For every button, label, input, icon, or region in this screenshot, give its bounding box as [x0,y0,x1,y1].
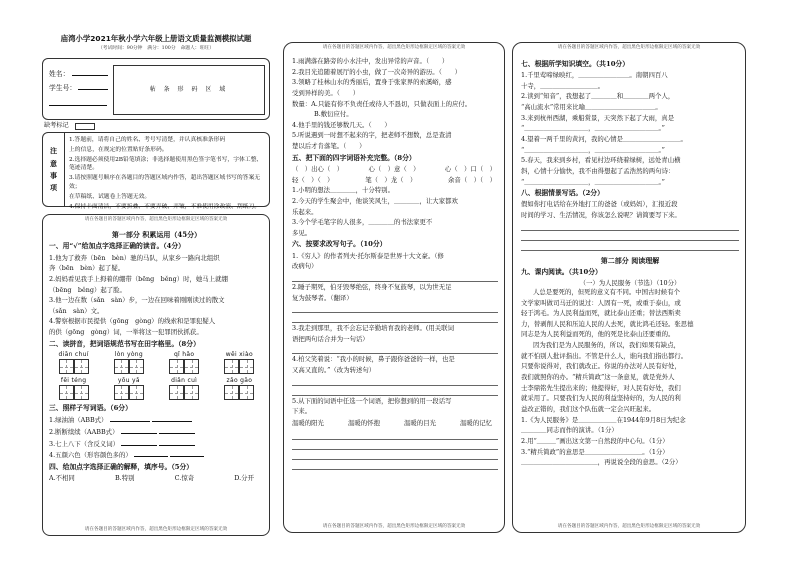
name-field[interactable] [72,69,108,76]
fill-row: （ ）出心（ ） 心（ ）意（ ） 心（ ）口（ ） [292,164,496,173]
answer-line[interactable] [521,232,739,241]
choice-b: B.特别 [114,474,135,482]
tianzige-box[interactable] [239,359,254,374]
tianzige-box[interactable] [74,359,89,374]
answer-sheet-column-1 [38,34,274,540]
q1-line: 的供（gōng gòng）词，一举将这一犯罪团伙抓获。 [49,328,203,337]
q1-line: （bēng běng）起了脸。 [49,285,126,294]
reading-line: 同志是为人民利益而死的，他的死是比泰山还要重的。 [521,330,675,339]
reading-line: 我们就照你的办。“精兵简政”这一条意见，就是党外人 [521,373,675,382]
sentence-line: 1.雨满落在路旁的小水洼中，发出异常的声音。（ ） [292,57,449,65]
q1-title: 一、用“√”给加点字选择正确的读音。（4分） [49,242,185,251]
choice-d: D.分开 [234,474,254,482]
notice-box [42,132,270,210]
pinyin-grid [49,351,264,400]
q8-line: 时间的学习、生活情况，你该怎么说呢？请简要写下来。 [521,211,681,220]
exam-meta: （考试时间：90分钟 满分：100分 命题人：旺旺） [98,45,214,51]
sentence-line: 数量：A.只能有你不负责任或待人不恳切，只做表面上的应付。 [292,99,472,108]
reading-line: 就采用了。只要我们为人民的利益坚持好的，为人民的利 [521,394,681,403]
answer-sheet-column-3 [512,42,746,533]
q7-line: “高山流水”常用来比喻＿＿＿＿＿＿＿＿＿＿＿。 [521,103,662,112]
pinyin-item: fēi téng [49,377,98,400]
q3-title: 三、照样子写词语。（6分） [49,404,132,413]
q8-title: 八、根据情景写话。（2分） [521,189,604,198]
pinyin-item: diǎn cuì [160,377,209,400]
q7-title: 七、根据所学知识填空。（共10分） [521,60,630,68]
answer-blank[interactable] [159,427,195,434]
sentence-line: 3.领略了桂林山水的秀丽后，置身于张家界的索溪峪，感 [292,78,452,87]
answer-blank[interactable] [110,415,150,422]
barcode-area [113,65,265,115]
answer-line[interactable] [521,222,739,231]
q6-title: 六、按要求改写句子。（10分） [292,240,387,249]
pinyin-item: qǐ hǎo [160,351,209,374]
part2-title: 第二部分 阅读理解 [600,255,660,265]
q7-line: 3.来到杭州西湖，乘船赏景，天突然下起了大雨，真是 [521,113,675,122]
area-banner-top: 请在各题目的答题区域内作答，超出黑色矩形边框限定区域的答案无效 [322,45,466,50]
reading-line: 士李鼎铭先生提出来的；他提得好，对人民有好处，我们 [521,383,681,392]
answer-line[interactable] [292,451,498,460]
q1-line: 4.警察根据市民提供（gōng gòng）的线索和是罪犯疑人 [49,317,216,326]
answer-line[interactable] [292,314,498,323]
sentence-line: 2.我目光追随着展厅的小虫，做了一次奇异的游历。（ ） [292,67,462,76]
q7-line: 4.望着一两千里的黄河，我的心情是＿＿＿＿＿＿＿＿＿。 [521,135,687,144]
q7-line: “＿＿＿＿＿＿＿＿＿＿，＿＿＿＿＿＿＿＿＿＿。” [521,124,665,133]
q7-line: “＿＿＿＿＿＿＿＿＿＿，＿＿＿＿＿＿＿＿＿＿。” [521,145,665,154]
q7-line: 1.千里莺啼绿映红，＿＿＿＿＿＿＿＿。南朝四百八 [521,71,668,80]
fill-line: 1.小明的想法＿＿＿＿，十分特别。 [292,186,394,195]
tianzige-box[interactable] [239,385,254,400]
reading-line: 就不怕别人批评指出。不管是什么人，谁向我们指出都行。 [521,351,688,360]
answer-line[interactable] [292,304,498,313]
warm-words-row [292,419,498,428]
q6-line: 3.我走到那里，我不会忘记辛勤培育我的老师。(用关联词 [292,324,454,333]
answer-blank[interactable] [121,427,157,434]
answer-line[interactable] [521,242,739,251]
name-label: 姓名： [49,70,70,78]
notice-body: 1.答题前，请将自己的姓名、考号写清楚，并认真核准条形码 上的信息，在规定的位置贴好条形码。 2.选择题必须使用2B铅笔填涂；非选择题使用黑色签字笔书写，字体工整、笔迹清楚。 3.请按照题号顺序在各题目的答题区域内作答，超出答题区域书写的答案无效； 在草稿纸、试题卷上答题无效。 4.保持卡面清洁，不要折叠、不要弄破、弄皱，不准使用涂改液、刮纸刀。 [69,137,263,210]
sentence-line: 5.听说遇到一时想不起来的字，把老师不想数，总是查清 [292,131,452,140]
area-banner-top: 请在各题目的答题区域内作答，超出黑色矩形边框限定区域的答案无效 [84,217,228,222]
fill-line: 乐起来。 [292,207,318,216]
pinyin-item: diān chuí [49,351,98,374]
warm-word: 温暖的目光 [404,419,436,427]
answer-line[interactable] [292,461,498,470]
choice-a: A.不相同 [49,474,75,482]
q6-line: 改病句） [292,262,318,271]
q2-title: 二、读拼音，把词语规范书写在田字格里。（8分） [49,339,200,348]
answer-line[interactable] [292,441,498,450]
tianzige-box[interactable] [114,359,129,374]
area-banner-bottom: 请在各题目的答题区域内作答，超出黑色矩形边框限定区域的答案无效 [84,526,228,532]
barcode-label: 帖 条 形 码 区 域 [149,85,229,93]
q1-line: 1.他为了救奔（bēn bèn）驰的马队，从家乡一路向北组织 [49,253,220,262]
q6-line: 4.柏父笑着说：“我小的时候，鼻子跟你爸爸的一样，也是 [292,355,455,364]
reading-line: 力，替剥削人民和压迫人民的人去死，就比鸿毛还轻。张思德 [521,319,694,328]
q7-line: 斜，心情十分愉快，我不由得想起了孟浩然的两句诗： [521,166,675,175]
fill-line: 3.今个学毛笔字的人很多，＿＿＿＿的书法家更不 [292,218,433,227]
part1-title: 第一部分 积累运用（45分） [111,230,202,239]
pinyin-item: lòn yòng [104,351,153,374]
answer-line[interactable] [292,345,498,354]
pinyin-item: yōu yǎ [104,377,153,400]
q3-line: 3.七上八下（含反义词） [49,439,120,448]
q3-line: 2.断断续续（AABB式） [49,427,119,436]
pinyin-item: zǎo gāo [215,377,264,400]
question-line: 1.《为人民服务》是＿＿＿＿＿＿在1944年9月8日为纪念 [521,415,686,424]
choice-c: C.惊奇 [174,474,195,482]
warm-word: 温暖的记忆 [460,419,492,427]
q6-line: 1.《穷人》的作者列夫·托尔斯泰是世界十大文豪。（修 [292,251,444,260]
tianzige-box[interactable] [169,385,184,400]
reading-line: 只要你说得对，我们就改正。你说的办法对人民有好处， [521,362,681,371]
question-line: 2.用“＿＿＿”画出这文第一自然段的中心句。（1分） [521,436,669,445]
reading-line: 因为我们是为人民服务的，所以，我们如果有缺点， [533,341,680,350]
tianzige-box[interactable] [59,385,74,400]
tianzige-box[interactable] [74,385,89,400]
sentence-line: 楚以后才肯落笔。（ ） [292,142,366,151]
missing-exam-checkbox[interactable] [75,123,95,130]
answer-blank[interactable] [159,439,195,446]
q4-title: 四、给加点字选择正确的解释，填序号。（5分） [49,462,194,471]
q4-choices [49,474,264,483]
reading-title: （一）为人民服务（节选）（10分） [579,279,681,288]
area-banner-bottom: 请在各题目的答题区域内作答，超出黑色矩形边框限定区域的答案无效 [557,523,701,529]
sentence-line: 4.他手里的钱还够数几天。（ ） [292,120,391,129]
reading-line: 文学家叫做司马迁的说过：人固有一死，或重于泰山，或 [521,298,681,307]
notice-title: 注 意 事 项 [43,133,65,206]
extra-field[interactable] [49,99,107,106]
q6-line: 复为鼓琴者。（翻译） [292,293,353,302]
warm-word: 温暖的怀抱 [348,419,380,427]
answer-blank[interactable] [134,450,168,457]
fill-row: 轻（ ）（ ） 笔（ ）龙（ ） 余音（ ）（ ） [292,175,496,184]
q6-line: 下来。 [292,407,312,416]
q9-title: 九、课内阅读。（共10分） [521,268,602,277]
q1-line: （sǎn sàn）文。 [49,306,104,315]
tianzige-box[interactable] [169,359,184,374]
q5-title: 五、把下面的四字词语补充完整。（8分） [292,153,416,162]
q1-line: 奔（bēn bèn）起了疑。 [49,264,125,273]
exam-title: 庙湾小学2021年秋小学六年级上册语文质量监测模拟试题 [60,34,252,43]
pinyin-item: wēi xiào [215,351,264,374]
reading-line: 轻于鸿毛。为人民利益而死，就比泰山还重；替法西斯卖 [521,309,681,318]
q3-line: 4.五颜六色（形容颜色多的） [49,451,132,460]
missing-exam-label: 缺考标记 [44,122,69,129]
student-no-field[interactable] [78,83,108,90]
tianzige-box[interactable] [129,359,144,374]
area-banner-top: 请在各题目的答题区域内作答，超出黑色矩形边框限定区域的答案无效 [557,45,701,50]
area-banner-bottom: 请在各题目的答题区域内作答，超出黑色矩形边框限定区域的答案无效 [322,523,466,529]
reading-line: 人总是要死的，但死的意义有不同。中国古时候有个 [533,287,680,296]
tianzige-box[interactable] [59,359,74,374]
tianzige-box[interactable] [184,385,199,400]
question-line: ＿＿＿＿同志而作的演讲。（1分） [521,426,618,435]
answer-sheet-column-2 [283,42,505,533]
q6-line: 语把两句话合并为一句话） [292,334,369,343]
reading-line: 益改正错的，我们这个队伍就一定会兴旺起来。 [521,404,656,413]
q7-line: “＿＿＿＿＿＿＿＿＿＿，＿＿＿＿＿＿＿＿＿＿。” [521,177,665,186]
q3-line: 1.绿油油（ABB式） [49,416,108,425]
q6-line: 又高又直的。”（改为转述句） [292,366,376,375]
fill-line: 多见。 [292,228,312,237]
answer-blank[interactable] [152,415,192,422]
fill-line: 2.今天的学生聚会中，他谈笑风生，＿＿＿＿，让大家都欢 [292,196,458,205]
part1-answer-area [42,214,270,536]
answer-blank[interactable] [170,450,204,457]
q8-line: 假如你打电话给在外地打工的爸爸（或妈妈），汇报近段 [521,200,678,209]
student-no-label: 学生号： [49,84,77,92]
q6-line: 5.从下面的词语中任选一个词语，把你想到的用一段话写 [292,396,452,405]
answer-line[interactable] [292,431,498,440]
question-line: ＿＿＿＿＿＿＿＿＿＿＿＿，再说说全段的意思。（2分） [521,458,682,467]
answer-line[interactable] [292,387,498,396]
missing-exam-row [44,122,95,130]
q1-line: 3.他一边在数（sǎn sàn）步，一边在回味着刚刚读过的散文 [49,296,225,305]
q6-line: 2.睡子期死，伯牙毁琴绝弦，终身不复鼓琴，以为世无足 [292,282,452,291]
sentence-line: 受到异样的美。（ ） [292,88,360,97]
tianzige-box[interactable] [224,359,239,374]
question-line: 3.“精兵简政”的意思是＿＿＿＿＿＿＿＿＿。（1分） [521,447,669,456]
tianzige-box[interactable] [224,385,239,400]
student-info-box [42,58,270,120]
q7-line: 2.读到“知音”，我想起了＿＿＿＿和＿＿＿＿两个人， [521,92,675,101]
answer-line[interactable] [292,377,498,386]
answer-blank[interactable] [121,439,157,446]
answer-line[interactable] [292,273,498,282]
tianzige-box[interactable] [114,385,129,400]
tianzige-box[interactable] [184,359,199,374]
q1-line: 2.妈妈看见我手上拇着的绷带（bēng běng）时，她马上就绷 [49,274,228,283]
warm-word: 温暖的阳光 [292,419,324,427]
sentence-line: B.敷衍应付。 [314,110,353,119]
q7-line: 5.春天，我来到乡村，看见村边环绕着绿树，远处青山横 [521,156,681,165]
q7-line: 十寺，＿＿＿＿＿＿＿＿＿。 [521,81,605,90]
tianzige-box[interactable] [129,385,144,400]
